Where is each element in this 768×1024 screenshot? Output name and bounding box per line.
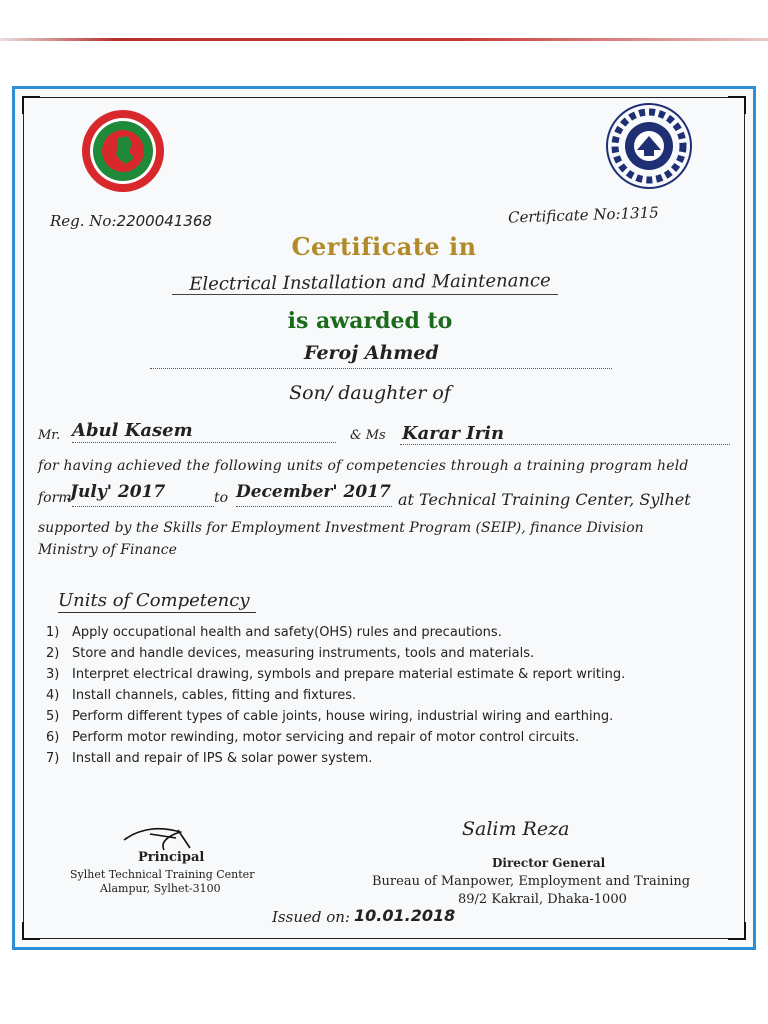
name-dotted-line bbox=[150, 368, 612, 369]
certificate-title: Certificate in bbox=[291, 232, 477, 261]
list-item: 3) Interpret electrical drawing, symbols and prepare material estimate & report writing. bbox=[46, 667, 626, 682]
awarded-heading: is awarded to bbox=[287, 308, 453, 334]
list-item: 5) Perform different types of cable joints, house wiring, industrial wiring and earthing. bbox=[46, 709, 614, 724]
units-underline bbox=[58, 612, 256, 613]
mr-label: Mr. bbox=[38, 428, 61, 443]
principal-signature-icon bbox=[120, 820, 200, 854]
achievement-statement: for having achieved the following units of competencies through a training program held bbox=[38, 458, 689, 474]
ms-label: & Ms bbox=[350, 428, 386, 443]
director-title: Director General bbox=[492, 856, 606, 870]
mother-dotted-line bbox=[400, 444, 730, 445]
form-label: form bbox=[38, 490, 72, 506]
father-dotted-line bbox=[72, 442, 336, 443]
list-item: 1) Apply occupational health and safety(OHS) rules and precautions. bbox=[46, 625, 502, 640]
subject-underline bbox=[172, 294, 558, 295]
gear-emblem-icon bbox=[604, 100, 694, 192]
to-label: to bbox=[214, 490, 229, 506]
director-address: 89/2 Kakrail, Dhaka-1000 bbox=[458, 892, 627, 907]
to-dotted-line bbox=[236, 506, 392, 507]
supported-statement: supported by the Skills for Employment Investment Program (SEIP), finance Division bbox=[38, 520, 644, 536]
list-item: 2) Store and handle devices, measuring instruments, tools and materials. bbox=[46, 646, 535, 661]
reg-label: Reg. No: bbox=[50, 212, 117, 230]
registration-number bbox=[50, 212, 212, 230]
from-dotted-line bbox=[72, 506, 214, 507]
director-organization: Bureau of Manpower, Employment and Training bbox=[372, 874, 691, 889]
son-daughter-label: Son/ daughter of bbox=[289, 382, 451, 404]
corner-ornament bbox=[728, 922, 746, 940]
corner-ornament bbox=[22, 96, 40, 114]
principal-title: Principal bbox=[138, 850, 205, 865]
issued-date: 10.01.2018 bbox=[354, 906, 456, 925]
recipient-name: Feroj Ahmed bbox=[304, 342, 439, 364]
list-item: 7) Install and repair of IPS & solar power system. bbox=[46, 751, 373, 766]
corner-ornament bbox=[728, 96, 746, 114]
units-heading: Units of Competency bbox=[58, 590, 250, 611]
ministry-name: Ministry of Finance bbox=[38, 542, 177, 558]
from-date: July' 2017 bbox=[70, 482, 166, 502]
list-item: 4) Install channels, cables, fitting and fixtures. bbox=[46, 688, 357, 703]
mother-name: Karar Irin bbox=[402, 423, 505, 444]
certificate-value: 1315 bbox=[620, 203, 660, 223]
issued-label: Issued on: bbox=[272, 908, 350, 926]
certificate-label: Certificate No: bbox=[507, 204, 621, 227]
course-subject: Electrical Installation and Maintenance bbox=[189, 270, 551, 295]
father-name: Abul Kasem bbox=[72, 420, 193, 441]
units-list bbox=[46, 622, 625, 769]
reg-value: 2200041368 bbox=[116, 212, 212, 230]
government-seal-icon bbox=[80, 108, 166, 194]
training-center: at Technical Training Center, Sylhet bbox=[398, 490, 691, 509]
corner-ornament bbox=[22, 922, 40, 940]
to-date: December' 2017 bbox=[236, 482, 391, 502]
top-edge-stripe bbox=[0, 38, 768, 41]
director-signature: Salim Reza bbox=[462, 818, 570, 840]
principal-address: Alampur, Sylhet-3100 bbox=[100, 882, 221, 895]
principal-institution: Sylhet Technical Training Center bbox=[70, 868, 255, 881]
list-item: 6) Perform motor rewinding, motor servicing and repair of motor control circuits. bbox=[46, 730, 580, 745]
